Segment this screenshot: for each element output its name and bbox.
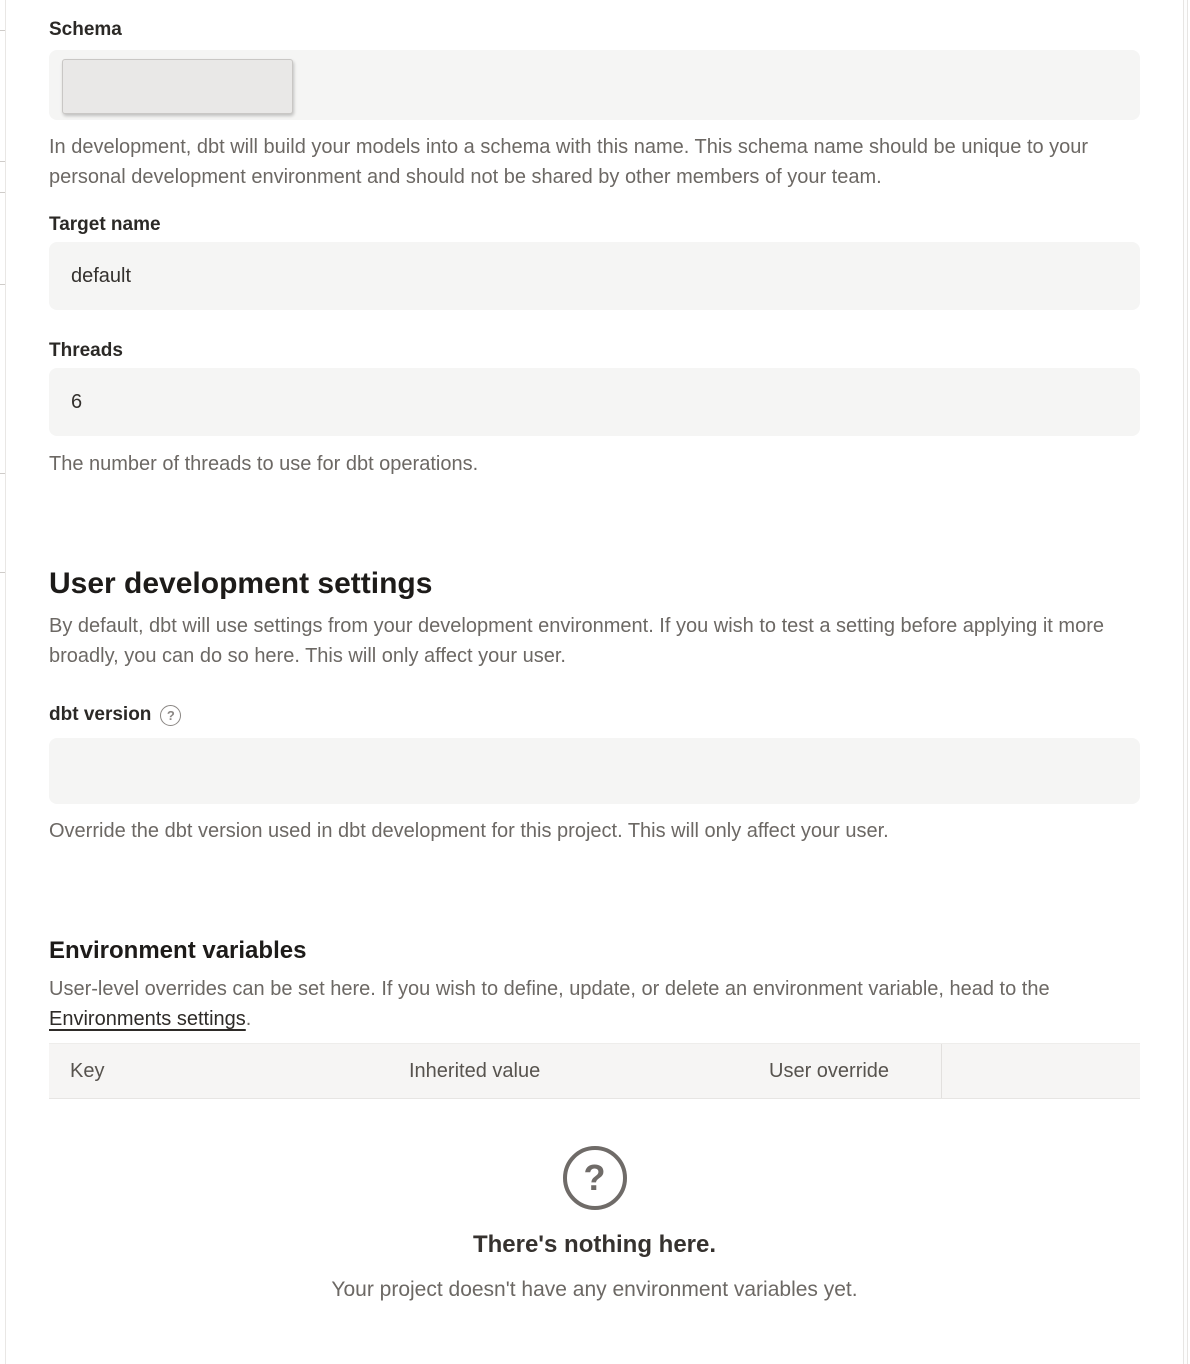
question-circle-icon[interactable]: ? bbox=[160, 705, 181, 726]
empty-state-subtitle: Your project doesn't have any environment variables yet. bbox=[331, 1278, 858, 1301]
question-glyph: ? bbox=[583, 1157, 606, 1198]
left-panel-edge bbox=[0, 0, 6, 1364]
env-vars-description-text: User-level overrides can be set here. If you wish to define, update, or delete an environment variable, head to the bbox=[49, 978, 1050, 1000]
target-name-input[interactable] bbox=[49, 242, 1140, 310]
schema-redacted-value bbox=[62, 59, 293, 114]
left-panel-border bbox=[5, 0, 6, 1364]
settings-content bbox=[49, 0, 1140, 1304]
column-header-key: Key bbox=[70, 1059, 105, 1082]
panel-tick bbox=[0, 192, 5, 193]
threads-help-text: The number of threads to use for dbt operations. bbox=[49, 453, 479, 475]
column-header-user-override: User override bbox=[769, 1059, 890, 1082]
question-circle-icon bbox=[563, 1146, 627, 1210]
threads-input[interactable] bbox=[49, 368, 1140, 436]
threads-label: Threads bbox=[49, 340, 123, 361]
empty-state-title: There's nothing here. bbox=[472, 1231, 717, 1258]
scrollbar-track[interactable] bbox=[1183, 0, 1188, 1364]
user-dev-settings-description: By default, dbt will use settings from your development environment. If you wish to test a setting before applying it more broadly, you can do so here. This will only affect your user. bbox=[49, 615, 1104, 667]
dbt-version-input[interactable] bbox=[49, 738, 1140, 804]
panel-tick bbox=[0, 473, 5, 474]
schema-label: Schema bbox=[49, 19, 122, 40]
user-dev-settings-title: User development settings bbox=[49, 567, 433, 600]
env-vars-title: Environment variables bbox=[49, 937, 307, 964]
env-vars-table-header bbox=[49, 1043, 1140, 1099]
panel-tick bbox=[0, 30, 5, 31]
dbt-version-label-row bbox=[49, 702, 1140, 728]
column-header-inherited-value: Inherited value bbox=[409, 1059, 541, 1082]
panel-tick bbox=[0, 284, 5, 285]
panel-tick bbox=[0, 572, 5, 573]
env-vars-description-period: . bbox=[245, 1008, 252, 1030]
panel-tick bbox=[0, 161, 5, 162]
environments-settings-link[interactable]: Environments settings bbox=[49, 1008, 246, 1030]
dbt-version-help-text: Override the dbt version used in dbt development for this project. This will only affect your user. bbox=[49, 820, 889, 842]
dbt-version-label: dbt version bbox=[49, 704, 152, 725]
schema-help-text: In development, dbt will build your models into a schema with this name. This schema name should be unique to your personal development environment and should not be shared by other members of your team. bbox=[49, 136, 1089, 188]
target-name-label: Target name bbox=[49, 214, 161, 235]
env-vars-description bbox=[49, 974, 1140, 1034]
column-header-actions bbox=[942, 1044, 1140, 1098]
env-vars-empty-state bbox=[49, 1146, 1140, 1304]
schema-input[interactable] bbox=[49, 50, 1140, 120]
